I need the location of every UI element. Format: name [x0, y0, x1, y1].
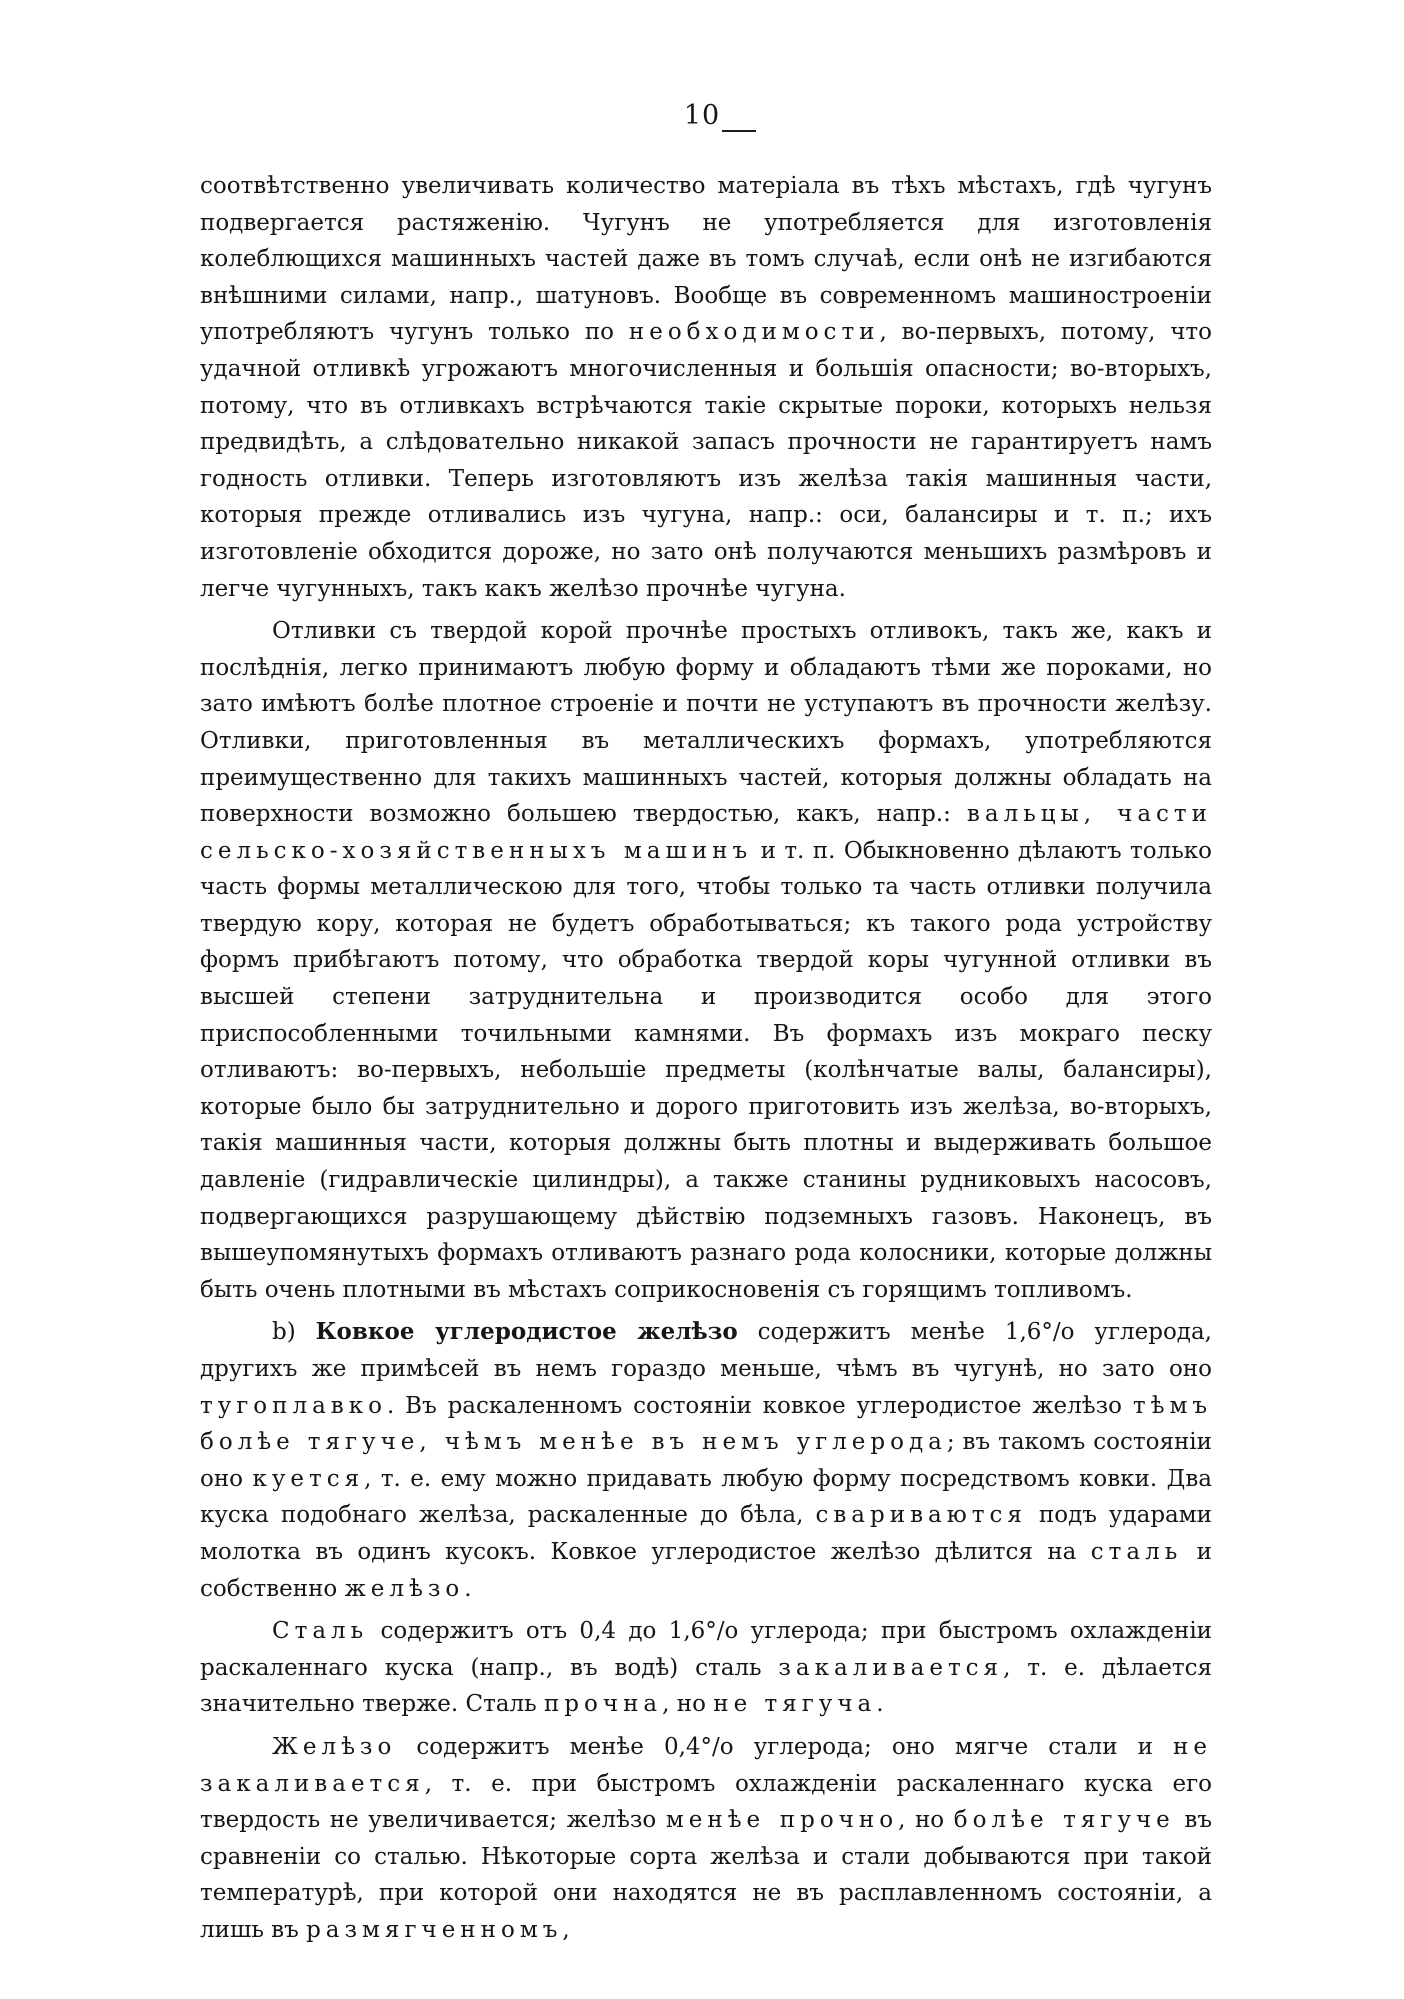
- body-text: [200, 168, 1212, 1955]
- text-run: .: [464, 1575, 472, 1602]
- paragraph: [200, 613, 1212, 1308]
- spaced-emphasis: не тягуча: [713, 1691, 877, 1718]
- spaced-emphasis: Желѣзо: [272, 1733, 397, 1760]
- page-number: 10: [683, 100, 721, 131]
- spaced-emphasis: вальцы, части сельско-хозяйственныхъ машинъ: [200, 801, 1212, 864]
- text-run: ; въ такомъ состояніи оно: [200, 1429, 1212, 1492]
- spaced-emphasis: закаливается: [778, 1654, 1004, 1681]
- text-run: соотвѣтственно увеличивать количество матеріала въ тѣхъ мѣстахъ, гдѣ чугунъ подвергается растяженію. Чугунъ не употребляется для изготовленія колеблющихся машинныхъ частей даже въ томъ случаѣ, если онѣ не изгибаются внѣшними силами, напр., шатуновъ. Вообще въ современномъ машиностроеніи употребляютъ чугунъ только по: [200, 173, 1212, 346]
- spaced-emphasis: тѣмъ болѣе тягуче, чѣмъ менѣе въ немъ углерода: [200, 1392, 1212, 1456]
- spaced-emphasis: болѣе тягуче: [953, 1807, 1175, 1834]
- text-run: и собственно: [200, 1538, 1213, 1602]
- paragraph: [200, 1613, 1212, 1723]
- text-run: . Въ раскаленномъ состояніи ковкое углеродистое желѣзо: [386, 1392, 1133, 1419]
- text-run: подъ ударами молотка въ одинъ кусокъ. Ковкое углеродистое желѣзо дѣлится на: [200, 1502, 1212, 1565]
- text-run: , т. е. ему можно придавать любую форму посредствомъ ковки. Два куска подобнаго желѣза, раскаленные до бѣла,: [200, 1465, 1212, 1529]
- text-run: , но: [898, 1807, 954, 1834]
- spaced-emphasis: свариваются: [815, 1502, 1027, 1529]
- spaced-emphasis: размягченномъ: [306, 1916, 563, 1943]
- spaced-emphasis: прочна: [543, 1691, 663, 1718]
- text-run: ,: [562, 1916, 570, 1943]
- text-run: , т. е. при быстромъ охлажденіи раскаленнаго куска его твердость не увеличивается; желѣзо: [200, 1770, 1212, 1834]
- bold-term: Ковкое углеродистое желѣзо: [315, 1318, 738, 1346]
- paragraph: [200, 1729, 1212, 1949]
- spaced-emphasis: менѣе прочно: [665, 1807, 899, 1834]
- spaced-emphasis: желѣзо: [344, 1575, 465, 1602]
- text-run: b): [272, 1319, 316, 1346]
- text-run: содержитъ менѣе 0,4°/o углерода; оно мягче стали и: [396, 1733, 1174, 1760]
- spaced-emphasis: куется: [252, 1465, 365, 1492]
- spaced-emphasis: необходимости: [628, 319, 880, 346]
- spaced-emphasis: Сталь: [272, 1618, 369, 1645]
- text-run: , но: [662, 1691, 714, 1718]
- text-run: , т. е. дѣлается значительно тверже. Сталь: [200, 1654, 1212, 1718]
- text-run: , во-первыхъ, потому, что удачной отливкѣ угрожаютъ многочисленныя и большія опасности; во-вторыхъ, потому, что въ отливкахъ встрѣчаются такіе скрытые пороки, которыхъ нельзя предвидѣть, а слѣдовательно никакой запасъ прочности не гарантируетъ намъ годность отливки. Теперь изготовляютъ изъ желѣза такія машинныя части, которыя прежде отливались изъ чугуна, напр.: оси, балансиры и т. п.; ихъ изготовленіе обходится дороже, но зато онѣ получаются меньшихъ размѣровъ и легче чугунныхъ, такъ какъ желѣзо прочнѣе чугуна.: [200, 319, 1212, 602]
- spaced-emphasis: сталь: [1090, 1538, 1183, 1565]
- text-run: содержитъ отъ 0,4 до 1,6°/o углерода; при быстромъ охлажденіи раскаленнаго куска (напр., въ водѣ) сталь: [200, 1618, 1212, 1681]
- paragraph: [200, 168, 1212, 607]
- text-run: .: [876, 1691, 884, 1718]
- text-run: и т. п. Обыкновенно дѣлаютъ только часть формы металлическою для того, чтобы только та часть отливки получила твердую кору, которая не будетъ обработываться; къ такого рода устройству формъ прибѣгаютъ потому, что обработка твердой коры чугунной отливки въ высшей степени затруднительна и производится особо для этого приспособленными точильными камнями. Въ формахъ изъ мокраго песку отливаютъ: во-первыхъ, небольшіе предметы (колѣнчатые валы, балансиры), которые было бы затруднительно и дорого приготовить изъ желѣза, во-вторыхъ, такія машинныя части, которыя должны быть плотны и выдерживать большое давленіе (гидравлическіе цилиндры), а также станины рудниковыхъ насосовъ, подвергающихся разрушающему дѣйствію подземныхъ газовъ. Наконецъ, въ вышеупомянутыхъ формахъ отливаютъ разнаго рода колосники, которые должны быть очень плотными въ мѣстахъ соприкосновенія съ горящимъ топливомъ.: [200, 837, 1212, 1303]
- text-run: Отливки съ твердой корой прочнѣе простыхъ отливокъ, такъ же, какъ и послѣднія, легко принимаютъ любую форму и обладаютъ тѣми же пороками, но зато имѣютъ болѣе плотное строеніе и почти не уступаютъ въ прочности желѣзу. Отливки, приготовленныя въ металлическихъ формахъ, употребляются преимущественно для такихъ машинныхъ частей, которыя должны обладать на поверхности возможно большею твердостью, какъ, напр.:: [200, 618, 1212, 828]
- spaced-emphasis: не закаливается: [200, 1733, 1212, 1797]
- page-number-rule: [722, 130, 756, 132]
- paragraph: [200, 1314, 1212, 1607]
- text-run: въ сравненіи со сталью. Нѣкоторые сорта желѣза и стали добываются при такой температурѣ, при которой они находятся не въ расплавленномъ состояніи, а лишь въ: [200, 1807, 1212, 1943]
- text-run: содержитъ менѣе 1,6°/o углерода, другихъ же примѣсей въ немъ гораздо меньше, чѣмъ въ чугунѣ, но зато оно: [200, 1319, 1212, 1382]
- spaced-emphasis: тугоплавко: [200, 1392, 387, 1419]
